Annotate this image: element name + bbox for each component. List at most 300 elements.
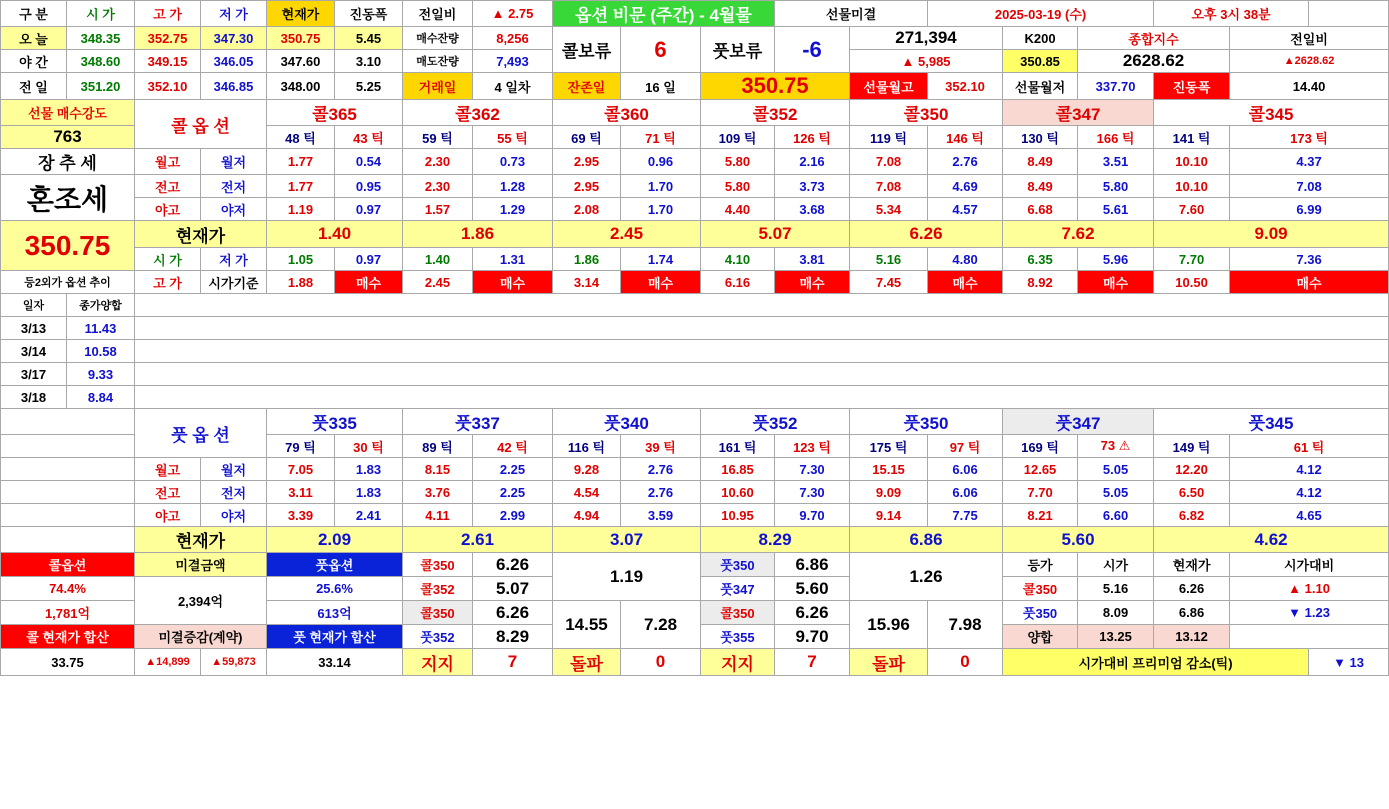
cell: 4.40: [701, 198, 775, 221]
cell: 2.30: [403, 175, 473, 198]
cell: 1.26: [850, 553, 1003, 601]
cell: 5.60: [1003, 527, 1154, 553]
cell: 89 틱: [403, 435, 473, 458]
cell: 5.60: [775, 577, 850, 601]
cell: 6.86: [775, 553, 850, 577]
cell: ▲ 1.10: [1230, 577, 1389, 601]
cell: ▲14,899: [135, 649, 201, 676]
col-head: 현재가: [267, 1, 335, 27]
page-title: 옵션 비문 (주간) - 4월물: [553, 1, 775, 27]
col-head: 저 가: [201, 1, 267, 27]
cell: 6.26: [473, 601, 553, 625]
cell: 돌파: [850, 649, 928, 676]
put-strike: 풋352: [701, 409, 850, 435]
cell: 4.80: [928, 248, 1003, 271]
cell: 16 일: [621, 73, 701, 100]
put-strike: 풋335: [267, 409, 403, 435]
cell: 79 틱: [267, 435, 335, 458]
cell: 5.07: [473, 577, 553, 601]
cell: 2.61: [403, 527, 553, 553]
cell: 5.80: [1078, 175, 1154, 198]
cell: 전저: [201, 481, 267, 504]
cell: 7.70: [1003, 481, 1078, 504]
cell: 풋 현재가 합산: [267, 625, 403, 649]
cell: 월저: [201, 149, 267, 175]
cell: 73 ⚠: [1078, 435, 1154, 458]
cell: [1, 504, 135, 527]
cell: 현재가: [1154, 553, 1230, 577]
cell: 5.16: [850, 248, 928, 271]
cell: 고 가: [135, 271, 201, 294]
row-head: 야 간: [1, 50, 67, 73]
cell: 7.36: [1230, 248, 1389, 271]
cell: 13.25: [1078, 625, 1154, 649]
cell: 39 틱: [621, 435, 701, 458]
cell: 2628.62: [1078, 50, 1230, 73]
cell: 풋350: [701, 553, 775, 577]
cell: 347.60: [267, 50, 335, 73]
cell: 33.75: [1, 649, 135, 676]
cell: 15.15: [850, 458, 928, 481]
cell: 116 틱: [553, 435, 621, 458]
cell: 매수: [335, 271, 403, 294]
cell: 350.85: [1003, 50, 1078, 73]
cell: 시가대비 프리미엄 감소(틱): [1003, 649, 1309, 676]
cell: 1.86: [403, 221, 553, 248]
cell: 3.39: [267, 504, 335, 527]
cell: 59 틱: [403, 126, 473, 149]
cell: [1, 409, 135, 435]
cell: 0.73: [473, 149, 553, 175]
cell: 1.77: [267, 149, 335, 175]
cell: 1.19: [267, 198, 335, 221]
cell: 3.81: [775, 248, 850, 271]
cell: 2.16: [775, 149, 850, 175]
cell: 13.12: [1154, 625, 1230, 649]
cell: 6.06: [928, 481, 1003, 504]
cell: 8.21: [1003, 504, 1078, 527]
cell: 2.45: [403, 271, 473, 294]
put-title: 풋 옵 션: [135, 409, 267, 458]
cell: 현재가: [135, 221, 267, 248]
cell: [135, 340, 1389, 363]
cell: 선물월고: [850, 73, 928, 100]
cell: 6.26: [775, 601, 850, 625]
cell: 월고: [135, 458, 201, 481]
col-head: 구 분: [1, 1, 67, 27]
cell: 7.45: [850, 271, 928, 294]
put-strike: 풋345: [1154, 409, 1389, 435]
cell: 등가: [1003, 553, 1078, 577]
cell: 매수: [1078, 271, 1154, 294]
cell: 매수잔량: [403, 27, 473, 50]
cell: 337.70: [1078, 73, 1154, 100]
cell: ▼ 13: [1309, 649, 1389, 676]
cell: 9.33: [67, 363, 135, 386]
cell: 콜350: [1003, 577, 1078, 601]
cell: 130 틱: [1003, 126, 1078, 149]
cell: 2,394억: [135, 577, 267, 625]
cell: 지지: [701, 649, 775, 676]
cell: 9.14: [850, 504, 928, 527]
cell: 0: [928, 649, 1003, 676]
cell: 8,256: [473, 27, 553, 50]
cell: 5.25: [335, 73, 403, 100]
cell: 2.76: [621, 481, 701, 504]
cell: 0.97: [335, 198, 403, 221]
cell: 352.10: [135, 73, 201, 100]
cell: 6.26: [1154, 577, 1230, 601]
cell: 1.40: [403, 248, 473, 271]
cell: 지지: [403, 649, 473, 676]
cell: 6.68: [1003, 198, 1078, 221]
cell: 1.19: [553, 553, 701, 601]
cell: 30 틱: [335, 435, 403, 458]
cell: 55 틱: [473, 126, 553, 149]
cell: 일자: [1, 294, 67, 317]
cell: 10.95: [701, 504, 775, 527]
cell: 0: [621, 649, 701, 676]
cell: 콜보류: [553, 27, 621, 73]
cell: 3/14: [1, 340, 67, 363]
cell: [1309, 1, 1389, 27]
cell: 2.41: [335, 504, 403, 527]
cell: 1.83: [335, 481, 403, 504]
cell: 1.29: [473, 198, 553, 221]
cell: 야고: [135, 504, 201, 527]
cell: 9.70: [775, 504, 850, 527]
cell: 161 틱: [701, 435, 775, 458]
cell: 5.16: [1078, 577, 1154, 601]
cell: 종가양합: [67, 294, 135, 317]
cell: 1.88: [267, 271, 335, 294]
cell: 시가대비: [1230, 553, 1389, 577]
cell: 33.14: [267, 649, 403, 676]
cell: 7: [775, 649, 850, 676]
cell: 0.95: [335, 175, 403, 198]
cell: 장 추 세: [1, 149, 135, 175]
cell: 시가기준: [201, 271, 267, 294]
cell: 10.10: [1154, 149, 1230, 175]
cell: 1.77: [267, 175, 335, 198]
put-strike: 풋347: [1003, 409, 1154, 435]
cell: 8.84: [67, 386, 135, 409]
cell: 7: [473, 649, 553, 676]
col-head: 시 가: [67, 1, 135, 27]
trend: 혼조세: [1, 175, 135, 221]
row-head: 오 늘: [1, 27, 67, 50]
strength-label: 선물 매수강도: [1, 100, 135, 126]
call-strike: 콜345: [1154, 100, 1389, 126]
cell: 5.80: [701, 149, 775, 175]
cell: 거래일: [403, 73, 473, 100]
cell: 14.40: [1230, 73, 1389, 100]
cell: 25.6%: [267, 577, 403, 601]
cell: 2.99: [473, 504, 553, 527]
cell: 10.10: [1154, 175, 1230, 198]
col-head: 전일비: [403, 1, 473, 27]
cell: 3.14: [553, 271, 621, 294]
cell: 3/17: [1, 363, 67, 386]
cell: 7.60: [1154, 198, 1230, 221]
cell: 4 일차: [473, 73, 553, 100]
cell: 7.05: [267, 458, 335, 481]
cell: 양합: [1003, 625, 1078, 649]
cell: 2.09: [267, 527, 403, 553]
cell: 선물월저: [1003, 73, 1078, 100]
call-strike: 콜347: [1003, 100, 1154, 126]
cell: 풋352: [403, 625, 473, 649]
cell: 8.92: [1003, 271, 1078, 294]
cell: 10.58: [67, 340, 135, 363]
cell: [135, 386, 1389, 409]
cell: 잔존일: [553, 73, 621, 100]
cell: 352.10: [928, 73, 1003, 100]
cell: 6.60: [1078, 504, 1154, 527]
cell: 3.73: [775, 175, 850, 198]
cell: -6: [775, 27, 850, 73]
cell: 풋350: [1003, 601, 1078, 625]
cell: 1.05: [267, 248, 335, 271]
cell: 2.25: [473, 458, 553, 481]
cell: 4.57: [928, 198, 1003, 221]
cell: 9.70: [775, 625, 850, 649]
cell: 0.97: [335, 248, 403, 271]
cell: 야저: [201, 504, 267, 527]
cell: 7.08: [1230, 175, 1389, 198]
cell: 10.50: [1154, 271, 1230, 294]
cell: 1.83: [335, 458, 403, 481]
call-strike: 콜352: [701, 100, 850, 126]
cell: 12.65: [1003, 458, 1078, 481]
call-strike: 콜360: [553, 100, 701, 126]
cell: 4.54: [553, 481, 621, 504]
cell: 347.30: [201, 27, 267, 50]
cell: 169 틱: [1003, 435, 1078, 458]
cell: 5.45: [335, 27, 403, 50]
cell: 71 틱: [621, 126, 701, 149]
cell: 전고: [135, 175, 201, 198]
cell: 175 틱: [850, 435, 928, 458]
cell: 3/18: [1, 386, 67, 409]
cell: 콜352: [403, 577, 473, 601]
cell: 진동폭: [1154, 73, 1230, 100]
cell: 야고: [135, 198, 201, 221]
cell: 97 틱: [928, 435, 1003, 458]
cell: 매수: [928, 271, 1003, 294]
cell: 시가: [1078, 553, 1154, 577]
cell: 매수: [775, 271, 850, 294]
cell: 4.62: [1154, 527, 1389, 553]
cell: 7.70: [1154, 248, 1230, 271]
cell: 10.60: [701, 481, 775, 504]
cell: [1230, 625, 1389, 649]
cell: 5.61: [1078, 198, 1154, 221]
cell: 2.08: [553, 198, 621, 221]
cell: 1.70: [621, 175, 701, 198]
call-strike: 콜350: [850, 100, 1003, 126]
cell: 3.68: [775, 198, 850, 221]
cell: 14.55: [553, 601, 621, 649]
cell: 1,781억: [1, 601, 135, 625]
put-strike: 풋340: [553, 409, 701, 435]
cell: 1.31: [473, 248, 553, 271]
cell: 351.20: [67, 73, 135, 100]
cell: 763: [1, 126, 135, 149]
call-title: 콜 옵 션: [135, 100, 267, 149]
cell: 119 틱: [850, 126, 928, 149]
cell: 5.07: [701, 221, 850, 248]
cell: 2.95: [553, 149, 621, 175]
cell: 6.99: [1230, 198, 1389, 221]
cell: 돌파: [553, 649, 621, 676]
cell: 월저: [201, 458, 267, 481]
cell: 2.30: [403, 149, 473, 175]
col-head: 진동폭: [335, 1, 403, 27]
cell: 15.96: [850, 601, 928, 649]
cell: 콜350: [701, 601, 775, 625]
cell: 7.28: [621, 601, 701, 649]
cell: 풋옵션: [267, 553, 403, 577]
cell: 풋347: [701, 577, 775, 601]
cell: 매수: [473, 271, 553, 294]
cell: 7.62: [1003, 221, 1154, 248]
cell: 8.29: [701, 527, 850, 553]
cell: 5.05: [1078, 458, 1154, 481]
cell: 7.75: [928, 504, 1003, 527]
cell: 3.76: [403, 481, 473, 504]
cell: 매도잔량: [403, 50, 473, 73]
cell: 미결금액: [135, 553, 267, 577]
cell: 7.08: [850, 175, 928, 198]
call-strike: 콜362: [403, 100, 553, 126]
cell: [1, 527, 135, 553]
cell: 12.20: [1154, 458, 1230, 481]
cell: 6.86: [850, 527, 1003, 553]
cell: K200: [1003, 27, 1078, 50]
cell: 1.74: [621, 248, 701, 271]
cell: 6.50: [1154, 481, 1230, 504]
cell: [1, 458, 135, 481]
cell: 141 틱: [1154, 126, 1230, 149]
price: 350.75: [1, 221, 135, 271]
put-strike: 풋350: [850, 409, 1003, 435]
cell: 8.49: [1003, 149, 1078, 175]
cell: 166 틱: [1078, 126, 1154, 149]
cell: 7.08: [850, 149, 928, 175]
cell: 352.75: [135, 27, 201, 50]
cell: 6.06: [928, 458, 1003, 481]
cell: 173 틱: [1230, 126, 1389, 149]
cell: 16.85: [701, 458, 775, 481]
cell: 350.75: [701, 73, 850, 100]
cell: [135, 363, 1389, 386]
cell: ▲2628.62: [1230, 50, 1389, 73]
cell: 야저: [201, 198, 267, 221]
put-strike: 풋337: [403, 409, 553, 435]
cell: 콜350: [403, 553, 473, 577]
cell: 350.75: [267, 27, 335, 50]
cell: 42 틱: [473, 435, 553, 458]
cell: 7.30: [775, 481, 850, 504]
cell: [1, 481, 135, 504]
cell: ▲59,873: [201, 649, 267, 676]
cell: 종합지수: [1078, 27, 1230, 50]
cell: 저 가: [201, 248, 267, 271]
cell: 전고: [135, 481, 201, 504]
cell: 6.26: [473, 553, 553, 577]
cell: 6.82: [1154, 504, 1230, 527]
col-head: 고 가: [135, 1, 201, 27]
cell: 2.76: [928, 149, 1003, 175]
cell: 매수: [1230, 271, 1389, 294]
cell: 7,493: [473, 50, 553, 73]
cell: 43 틱: [335, 126, 403, 149]
cell: 613억: [267, 601, 403, 625]
cell: 2.25: [473, 481, 553, 504]
cell: 전저: [201, 175, 267, 198]
cell: 0.54: [335, 149, 403, 175]
cell: 3.59: [621, 504, 701, 527]
cell: 348.60: [67, 50, 135, 73]
row-head: 전 일: [1, 73, 67, 100]
cell: 4.10: [701, 248, 775, 271]
cell: [1, 435, 135, 458]
cell: 348.00: [267, 73, 335, 100]
cell: 0.96: [621, 149, 701, 175]
date: 2025-03-19 (수): [928, 1, 1154, 27]
cell: 1.40: [267, 221, 403, 248]
cell: 4.12: [1230, 481, 1389, 504]
call-strike: 콜365: [267, 100, 403, 126]
cell: 1.86: [553, 248, 621, 271]
cell: 4.65: [1230, 504, 1389, 527]
cell: 미결증감(계약): [135, 625, 267, 649]
cell: 3.10: [335, 50, 403, 73]
cell: 4.11: [403, 504, 473, 527]
cell: 346.05: [201, 50, 267, 73]
cell: 1.28: [473, 175, 553, 198]
cell: 9.09: [850, 481, 928, 504]
cell: 8.09: [1078, 601, 1154, 625]
cell: [135, 317, 1389, 340]
cell: 6.26: [850, 221, 1003, 248]
cell: 349.15: [135, 50, 201, 73]
cell: 149 틱: [1154, 435, 1230, 458]
cell: 8.49: [1003, 175, 1078, 198]
cell: 8.29: [473, 625, 553, 649]
cell: 6: [621, 27, 701, 73]
cell: 풋355: [701, 625, 775, 649]
cell: 3/13: [1, 317, 67, 340]
cell: 콜옵션: [1, 553, 135, 577]
cell: 271,394: [850, 27, 1003, 50]
oi-label: 선물미결: [775, 1, 928, 27]
cell: 8.15: [403, 458, 473, 481]
cell: 3.51: [1078, 149, 1154, 175]
prev-diff: ▲ 2.75: [473, 1, 553, 27]
cell: 11.43: [67, 317, 135, 340]
cell: 6.86: [1154, 601, 1230, 625]
cell: 시 가: [135, 248, 201, 271]
cell: 콜350: [403, 601, 473, 625]
time: 오후 3시 38분: [1154, 1, 1309, 27]
cell: 7.98: [928, 601, 1003, 649]
cell: 매수: [621, 271, 701, 294]
cell: 48 틱: [267, 126, 335, 149]
cell: 월고: [135, 149, 201, 175]
cell: 61 틱: [1230, 435, 1389, 458]
